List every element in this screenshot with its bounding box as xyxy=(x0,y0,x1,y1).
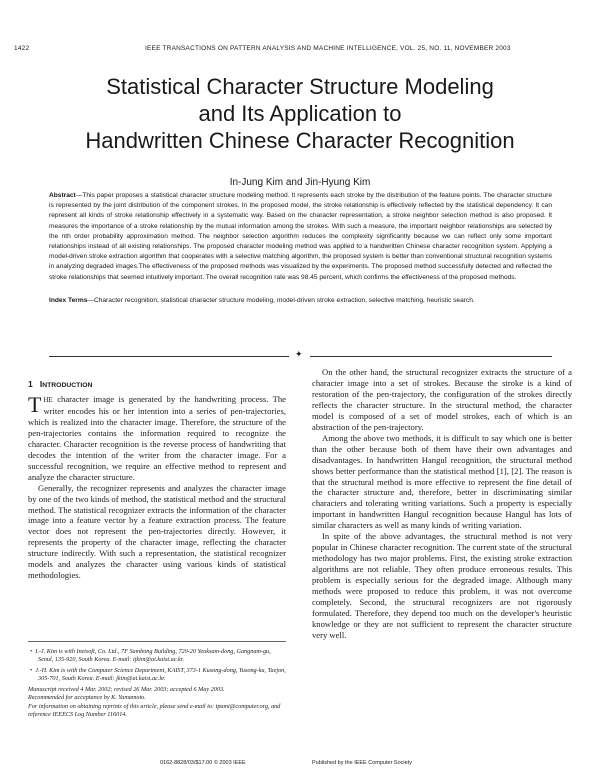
left-p1-text: character image is generated by the handwriting process. The writer encodes his or her intention into a series of pen-trajectories, which is realized into the character image. Therefore, the structure of the pen-trajectories contains the information required to recognize the character. Character recognition is the reverse process of handwriting that decodes the intention of the writer from the character image. For a successful recognition, we require an effective method to represent and analyze the character structure. xyxy=(28,394,286,482)
right-column xyxy=(312,367,572,641)
drop-cap: T xyxy=(28,392,42,417)
footnote-author-1-text: I.-J. Kim is with Inzisoft, Co. Ltd., 7F Sambong Building, 720-20 Yeoksam-dong, Gangnam-gu, Seoul, 135-920, South Korea. E-mail: ijkim@ai.kaist.ac.kr. xyxy=(35,648,271,664)
smallcaps-lead: HE xyxy=(43,396,53,404)
running-header: IEEE TRANSACTIONS ON PATTERN ANALYSIS AND MACHINE INTELLIGENCE, VOL. 25, NO. 11, NOVEMBER 2003 xyxy=(145,45,511,52)
footnote-author-1: • I.-J. Kim is with Inzisoft, Co. Ltd., 7F Sambong Building, 720-20 Yeoksam-dong, Gangnam-gu, Seoul, 135-920, South Korea. E-mail: ijkim@ai.kaist.ac.kr. xyxy=(30,648,271,664)
footnote-author-2: • J.-H. Kim is with the Computer Science Department, KAIST, 373-1 Kusong-dong, Yusong-ku, Taejon, 305-701, South Korea. E-mail: jkim@ai.kaist.ac.kr. xyxy=(30,666,286,682)
right-paragraph-3: In spite of the above advantages, the structural method is not very popular in Chinese character recognition. The current state of the structural methodology has two major problems. First, the existing stroke extraction algorithms are not reliable. They often produce erroneous results. This problem is especially serious for the degraded image. Although many methods were proposed to reduce this problem, it was not overcome completely. Second, the structural recognizers are not rigorously formulated. Therefore, they depend too much on the developer's heuristic knowledge or they are not sufficient to represent the character structure very well. xyxy=(312,531,572,640)
footnote-rule xyxy=(28,641,286,642)
section-title-rest: NTRODUCTION xyxy=(42,382,93,389)
title-line-2: and Its Application to xyxy=(198,101,402,126)
copyright-line: 0162-8828/03/$17.00 © 2003 IEEE xyxy=(160,760,246,766)
footnotes xyxy=(28,648,286,719)
authors: In-Jung Kim and Jin-Hyung Kim xyxy=(229,177,371,188)
abstract-label: Abstract xyxy=(49,192,76,199)
footnote-author-2-text: J.-H. Kim is with the Computer Science Department, KAIST, 373-1 Kusong-dong, Yusong-ku, Taejon, 305-701, South Korea. E-mail: jkim@ai.kaist.ac.kr. xyxy=(35,666,286,682)
left-column xyxy=(28,394,286,581)
title-line-1: Statistical Character Structure Modeling xyxy=(106,74,494,99)
paper-title xyxy=(0,73,600,154)
reprint-info: For information on obtaining reprints of this article, please send e-mail to: tpami@computer.org, and reference IEEECS Log Number 116014. xyxy=(28,702,281,719)
left-paragraph-2: Generally, the recognizer represents and analyzes the character image by one of the two kinds of method, the statistical method and the structural method. The statistical recognizer extracts the information of the character image into a feature vector by a feature extraction process. The feature vector does not represent the pen-trajectories directly. However, it represents the property of the character image, reflecting the character structure indirectly. With such a representation, the statistical recognizer models and analyzes the character using various kinds of statistical methodologies. xyxy=(28,482,286,581)
recommended-by: Recommended for acceptance by K. Yamamoto. xyxy=(28,694,146,702)
section-number: 1 xyxy=(28,379,33,389)
separator-rule-right xyxy=(310,356,552,357)
index-terms-label: Index Terms xyxy=(49,297,88,304)
abstract-text: —This paper proposes a statistical character structure modeling method. It represents each stroke by the distribution of the feature points. The character structure is represented by the joint distribution of the component strokes. In the proposed model, the stroke relationship is effectively reflected by the statistical dependency. It can represent all kinds of stroke relationship effectively in a systematic way. Based on the character representation, a stroke neighbor selection method is also proposed. It measures the importance of a stroke relationship by the mutual information among the strokes. With such a measure, the important neighbor relationships are selected by the nth order probability approximation method. The neighbor selection algorithm reduces the complexity significantly because we can reflect only some important relationships instead of all existing relationships. The proposed character modeling method was applied to a handwritten Chinese character recognition system. Applying a model-driven stroke extraction algorithm that cooperates with a selective matching algorithm, the proposed system is better than conventional structural recognition systems in analyzing degraded images.The effectiveness of the proposed methods was visualized by the experiments. The proposed method successfully detected and reflected the stroke relationships that seemed intuitively important. The overall recognition rate was 98.45 percent, which confirms the effectiveness of the proposed methods. xyxy=(49,192,552,281)
publisher-line: Published by the IEEE Computer Society xyxy=(312,760,412,766)
separator-diamond-icon: ✦ xyxy=(295,350,303,360)
right-paragraph-1: On the other hand, the structural recognizer extracts the structure of a character image into a set of strokes. Because the stroke is a kind of restoration of the pen-trajectory, the configuration of the strokes directly reflects the character structure. In the structural method, the character model is composed of a set of model strokes, each of which is an abstraction of the pen-trajectory. xyxy=(312,367,572,432)
section-heading xyxy=(28,379,92,389)
section-title-initial: I xyxy=(39,379,43,389)
manuscript-dates: Manuscript received 4 Mar. 2002; revised 26 Mar. 2003; accepted 6 May 2003. xyxy=(28,686,225,694)
title-line-3: Handwritten Chinese Character Recognition xyxy=(85,128,515,153)
abstract xyxy=(49,191,552,283)
right-paragraph-2: Among the above two methods, it is difficult to say which one is better than the other because both of them have their own advantages and disadvantages. In handwritten Hangul recognition, the structural method shows better performance than the statistical method [1], [2]. The reason is that the structural method is more effective to represent the fine detail of the character structure and, therefore, better in discriminating similar characters and tolerating writing variations. Such a property is especially important in handwritten Hangul recognition because Hangul has lots of similar characters as well as many kinds of writing variation. xyxy=(312,432,572,531)
index-terms-text: —Character recognition, statistical character structure modeling, model-driven stroke extraction, selective matching, heuristic search. xyxy=(87,297,475,304)
index-terms xyxy=(49,296,552,306)
left-paragraph-1 xyxy=(28,394,286,483)
separator-rule-left xyxy=(49,356,289,357)
page-number: 1422 xyxy=(14,45,30,52)
